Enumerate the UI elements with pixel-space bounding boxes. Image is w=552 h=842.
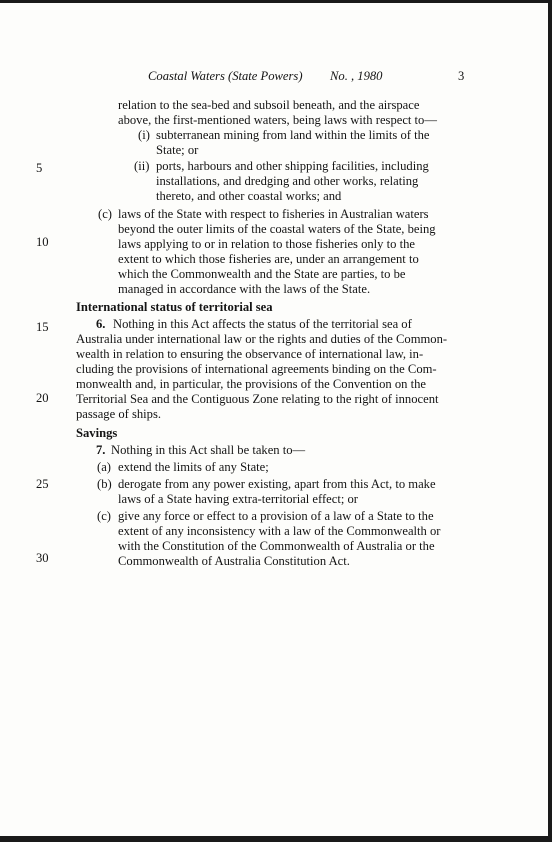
text-line: relation to the sea-bed and subsoil beneath, and the airspace <box>118 98 420 112</box>
text-line: State; or <box>156 143 199 157</box>
text-line: ports, harbours and other shipping facilities, including <box>156 159 429 173</box>
line-number: 25 <box>36 477 49 491</box>
text-line: extent of any inconsistency with a law of the Commonwealth or <box>118 524 441 538</box>
line-number: 20 <box>36 391 49 405</box>
text-line: above, the first-mentioned waters, being laws with respect to— <box>118 113 437 127</box>
text-line: subterranean mining from land within the limits of the <box>156 128 430 142</box>
text-line: laws of a State having extra-territorial effect; or <box>118 492 358 506</box>
text-line: thereto, and other coastal works; and <box>156 189 342 203</box>
line-number: 30 <box>36 551 49 565</box>
text-line: with the Constitution of the Commonwealth of Australia or the <box>118 539 435 553</box>
text-line: extent to which those fisheries are, under an arrangement to <box>118 252 419 266</box>
text-line: derogate from any power existing, apart from this Act, to make <box>118 477 436 491</box>
subparagraph-label: (i) <box>138 128 150 142</box>
section-number: 6. <box>96 317 106 331</box>
paragraph-label: (c) <box>97 509 111 523</box>
text-line: Nothing in this Act shall be taken to— <box>111 443 306 457</box>
text-line: extend the limits of any State; <box>118 460 269 474</box>
header-act-number: No. , 1980 <box>330 69 383 83</box>
section-number: 7. <box>96 443 106 457</box>
text-line: give any force or effect to a provision of a law of a State to the <box>118 509 434 523</box>
text-line: installations, and dredging and other works, relating <box>156 174 419 188</box>
section-heading: Savings <box>76 426 118 440</box>
subparagraph-label: (ii) <box>134 159 150 173</box>
text-line: managed in accordance with the laws of the State. <box>118 282 371 296</box>
text-line: Commonwealth of Australia Constitution Act. <box>118 554 350 568</box>
text-line: laws of the State with respect to fisheries in Australian waters <box>118 207 429 221</box>
text-line: monwealth and, in particular, the provisions of the Convention on the <box>76 377 426 391</box>
paragraph-label: (a) <box>97 460 111 474</box>
text-line: cluding the provisions of international agreements binding on the Com- <box>76 362 437 376</box>
text-line: beyond the outer limits of the coastal waters of the State, being <box>118 222 436 236</box>
text-line: laws applying to or in relation to those fisheries only to the <box>118 237 415 251</box>
page-number: 3 <box>458 69 465 83</box>
line-number: 5 <box>36 161 43 175</box>
line-number: 15 <box>36 320 49 334</box>
text-line: wealth in relation to ensuring the observance of international law, in- <box>76 347 424 361</box>
text-line: Territorial Sea and the Contiguous Zone relating to the right of innocent <box>76 392 439 406</box>
section-heading: International status of territorial sea <box>76 300 273 314</box>
text-line: passage of ships. <box>76 407 161 421</box>
paragraph-label: (b) <box>97 477 112 491</box>
text-line: which the Commonwealth and the State are parties, to be <box>118 267 406 281</box>
text-line: Australia under international law or the rights and duties of the Common- <box>76 332 448 346</box>
line-number: 10 <box>36 235 49 249</box>
header-short-title: Coastal Waters (State Powers) <box>148 69 303 83</box>
paragraph-label: (c) <box>98 207 112 221</box>
text-line: Nothing in this Act affects the status of the territorial sea of <box>113 317 412 331</box>
